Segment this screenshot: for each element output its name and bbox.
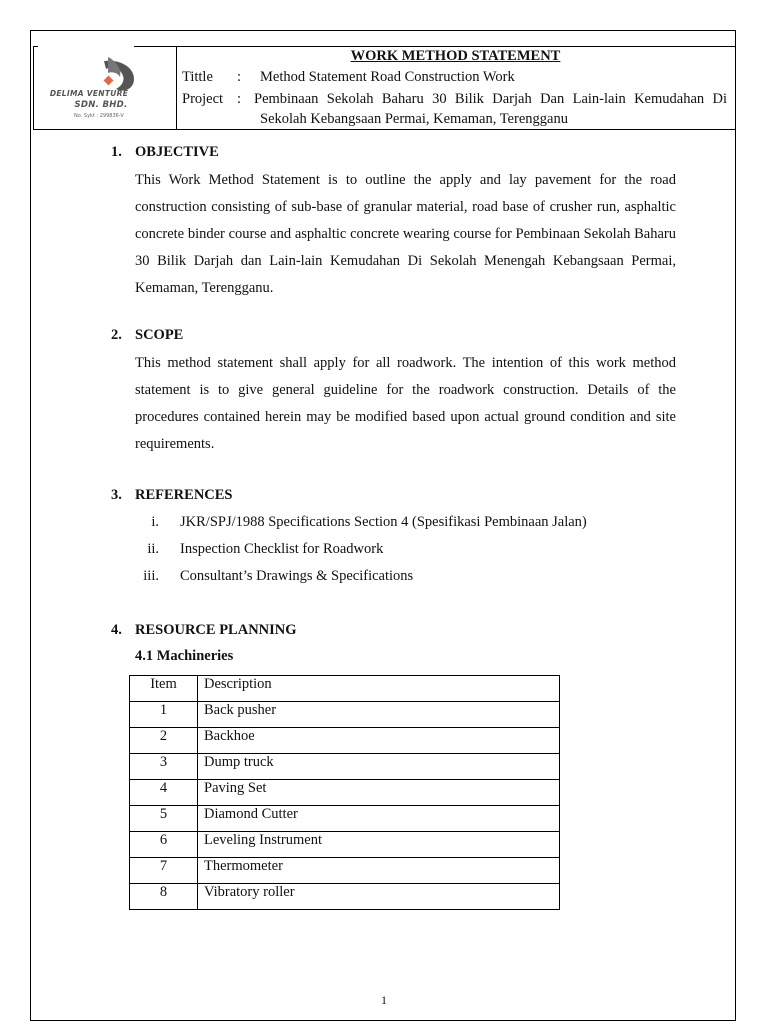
table-cell-item: 5	[130, 806, 198, 832]
document-title: WORK METHOD STATEMENT	[350, 48, 561, 64]
title-label: Tittle	[182, 69, 213, 85]
table-cell-item: 6	[130, 832, 198, 858]
table-cell-item: 2	[130, 728, 198, 754]
table-row	[130, 754, 560, 780]
table-cell-description: Backhoe	[198, 728, 560, 754]
project-value-line2: Sekolah Kebangsaan Permai, Kemaman, Terengganu	[260, 111, 568, 127]
section-title: SCOPE	[135, 327, 184, 343]
section-resource-planning-heading	[111, 622, 297, 639]
logo-cell	[34, 47, 177, 129]
title-value: Method Statement Road Construction Work	[260, 69, 515, 85]
table-row	[130, 806, 560, 832]
table-cell-description: Vibratory roller	[198, 884, 560, 910]
section-title: OBJECTIVE	[135, 144, 219, 160]
table-row	[130, 858, 560, 884]
section-number: 4.	[111, 622, 122, 638]
project-label: Project	[182, 91, 224, 107]
section-objective-heading	[111, 144, 219, 161]
table-cell-description: Leveling Instrument	[198, 832, 560, 858]
reference-number: iii.	[143, 568, 159, 584]
table-header-cell: Item	[130, 676, 198, 702]
table-cell-description: Paving Set	[198, 780, 560, 806]
section-scope-heading	[111, 327, 183, 344]
section-number: 2.	[111, 327, 122, 343]
company-logo-icon	[42, 53, 162, 93]
section-title: REFERENCES	[135, 487, 233, 503]
table-cell-description: Dump truck	[198, 754, 560, 780]
table-header-cell: Description	[198, 676, 560, 702]
project-colon: :	[237, 91, 242, 107]
table-cell-item: 4	[130, 780, 198, 806]
reference-text: Inspection Checklist for Roadwork	[180, 541, 384, 557]
project-value-line1: Pembinaan Sekolah Baharu 30 Bilik Darjah Dan Lain-lain Kemudahan Di	[254, 91, 727, 107]
table-header-row	[130, 676, 560, 702]
reference-number: ii.	[147, 541, 159, 557]
scope-paragraph: This method statement shall apply for all roadwork. The intention of this work method statement is to give general guideline for the roadwork construction. Details of the procedures contained herein may be modified based upon actual ground condition and site requirements.	[135, 355, 676, 452]
table-cell-item: 1	[130, 702, 198, 728]
machineries-table	[129, 675, 560, 910]
reference-number: i.	[151, 514, 159, 530]
table-cell-description: Thermometer	[198, 858, 560, 884]
objective-paragraph: This Work Method Statement is to outline the apply and lay pavement for the road construction consisting of sub-base of granular material, road base of crusher run, asphaltic concrete binder course and asphaltic concrete wearing course for Pembinaan Sekolah Baharu 30 Bilik Darjah dan Lain-lain Kemudahan Di Sekolah Menengah Kebangsaan Permai, Kemaman, Terengganu.	[135, 172, 676, 296]
table-cell-item: 3	[130, 754, 198, 780]
reference-text: JKR/SPJ/1988 Specifications Section 4 (Spesifikasi Pembinaan Jalan)	[180, 514, 587, 530]
machineries-subheading: 4.1 Machineries	[135, 648, 234, 664]
table-row	[130, 832, 560, 858]
logo-company-suffix: SDN. BHD.	[74, 100, 128, 110]
section-number: 1.	[111, 144, 122, 160]
header-info-cell	[176, 47, 735, 129]
page-number: 1	[381, 993, 387, 1007]
table-row	[130, 780, 560, 806]
logo-registration: No. Sykt : 299836-V	[74, 113, 124, 119]
title-colon: :	[237, 69, 242, 85]
reference-text: Consultant’s Drawings & Specifications	[180, 568, 414, 584]
table-row	[130, 702, 560, 728]
table-cell-item: 7	[130, 858, 198, 884]
table-cell-item: 8	[130, 884, 198, 910]
table-cell-description: Back pusher	[198, 702, 560, 728]
section-number: 3.	[111, 487, 122, 503]
section-title: RESOURCE PLANNING	[135, 622, 297, 638]
logo-company-name: DELIMA VENTURE	[49, 89, 129, 98]
document-header	[33, 46, 736, 130]
section-references-heading	[111, 487, 233, 504]
table-row	[130, 884, 560, 910]
logo-diamond-icon	[104, 76, 114, 86]
table-cell-description: Diamond Cutter	[198, 806, 560, 832]
table-row	[130, 728, 560, 754]
